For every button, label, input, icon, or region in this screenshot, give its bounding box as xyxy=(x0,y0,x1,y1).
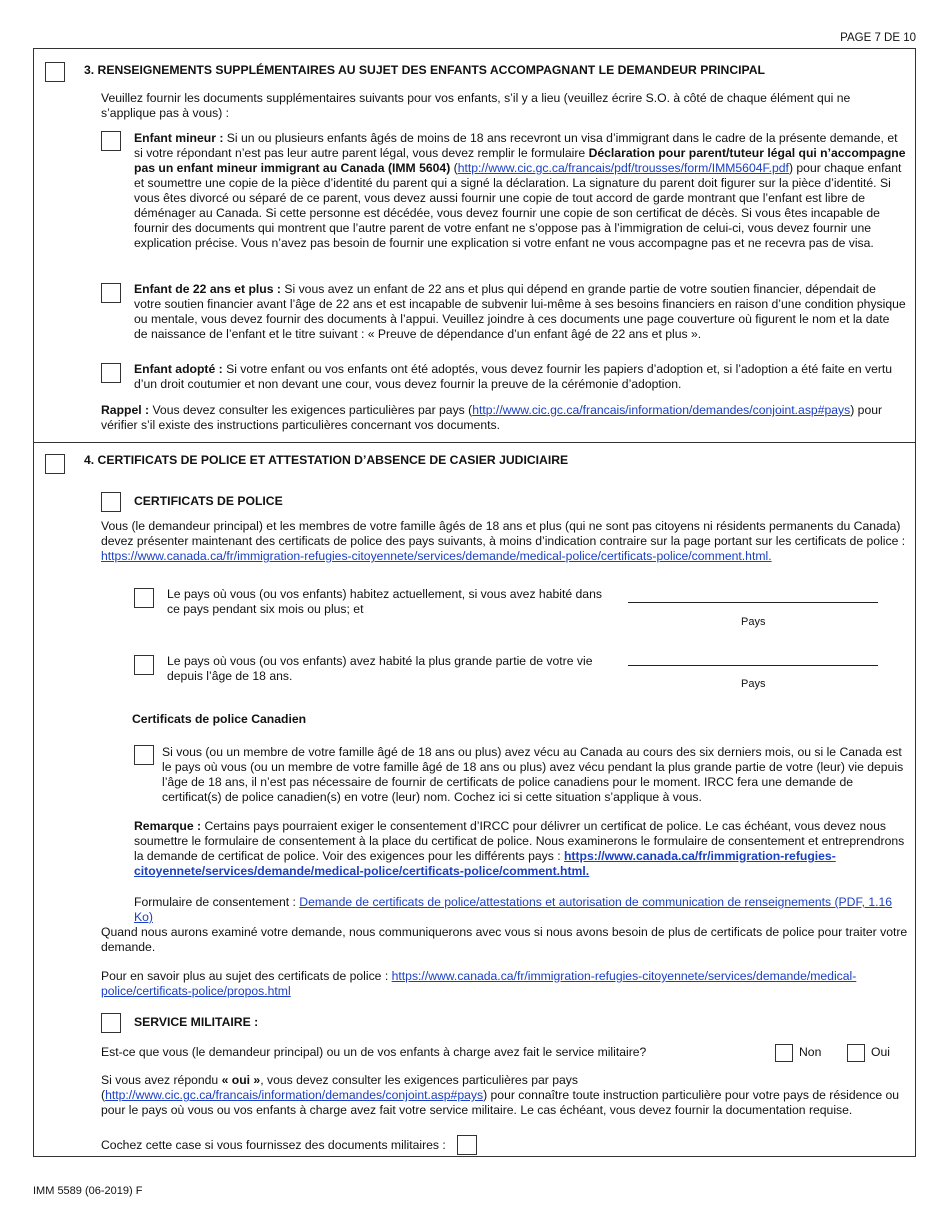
canadian-police-heading: Certificats de police Canadien xyxy=(132,712,307,726)
country-current-text: Le pays où vous (ou vos enfants) habitez actuellement, si vous avez habité dans ce pays pendant six mois ou plus; et xyxy=(167,587,602,616)
adopted-child-body: Si votre enfant ou vos enfants ont été adoptés, vous devez fournir les papiers d’adoption et, si l’adoption a été faite en vertu d’un droit coutumier et non devant une cour, vous devez fournir la preuve de la cérémonie d’adoption. xyxy=(134,362,893,391)
military-question: Est-ce que vous (le demandeur principal) ou un de vos enfants à charge avez fait le service militaire? xyxy=(101,1045,647,1059)
page-number: PAGE 7 DE 10 xyxy=(840,32,916,44)
military-no-label: Non xyxy=(799,1045,822,1059)
military-yes-text-1: , vous devez consulter les exigences particulières par pays ( xyxy=(101,1073,578,1102)
imm5604-link[interactable]: http://www.cic.gc.ca/francais/pdf/trousses/form/IMM5604F.pdf xyxy=(457,161,789,175)
minor-child-checkbox[interactable] xyxy=(101,131,121,151)
consent-form-line xyxy=(134,895,910,925)
reminder-text xyxy=(101,403,909,433)
section3-checkbox[interactable] xyxy=(45,62,65,82)
country-most-checkbox[interactable] xyxy=(134,655,154,675)
imm5604-form-name: Déclaration pour parent/tuteur légal qui n’accompagne pas un enfant mineur immigrant au Canada (IMM 5604) xyxy=(134,146,906,175)
section3-intro: Veuillez fournir les documents supplémentaires suivants pour vos enfants, s’il y a lieu (veuillez écrire S.O. à côté de chaque élément qui ne s’applique pas à vous) : xyxy=(101,91,851,120)
section3-title: 3. RENSEIGNEMENTS SUPPLÉMENTAIRES AU SUJET DES ENFANTS ACCOMPAGNANT LE DEMANDEUR PRINCIPAL xyxy=(84,63,765,77)
police-intro-link[interactable]: https://www.canada.ca/fr/immigration-refugies-citoyennete/services/demande/medical-police/certificats-police/comment.html. xyxy=(101,549,772,563)
minor-child-text xyxy=(134,131,906,251)
adopted-child-checkbox[interactable] xyxy=(101,363,121,383)
over22-child-text xyxy=(134,282,906,342)
remark-text xyxy=(134,819,908,879)
minor-child-text-3: ) pour chaque enfant et soumettre une copie de la pièce d’identité du parent qui a signé la déclaration. La signature du parent doit figurer sur la pièce d’identité. Si vous êtes divorcé ou séparé de ce parent, vous devez aussi fournir une copie de tout accord de garde montrant que l’enfant est libre de déménager au Canada. Si cette personne est décédée, vous devez fournir une copie de son certificat de décès. Si vous êtes incapable de fournir des documents qui montrent que l’autre parent de votre enfant ne s’oppose pas à l’immigration de celui-ci, vous devez fournir une explication précise. Vous n’avez pas besoin de fournir une explication si votre enfant ne vous accompagne pas et ne recevra pas de visa. xyxy=(134,161,902,250)
military-service-checkbox[interactable] xyxy=(101,1013,121,1033)
military-docs-text: Cochez cette case si vous fournissez des documents militaires : xyxy=(101,1138,446,1152)
police-intro xyxy=(101,519,912,564)
section-divider xyxy=(33,442,916,443)
over22-child-checkbox[interactable] xyxy=(101,283,121,303)
reminder-text-2: ) pour vérifier s’il existe des instructions particulières concernant vos documents. xyxy=(101,403,883,432)
canadian-police-text: Si vous (ou un membre de votre famille âgé de 18 ans ou plus) avez vécu au Canada au cours des six derniers mois, ou si le Canada est le pays où vous (ou un membre de votre famille âgé de 18 ans ou plus) avez vécu pendant la plus grande partie de votre (leur) vie depuis l’âge de 18 ans, il n’est pas nécessaire de fournir de certificats de police canadiens pour le moment. IRCC fera une demande de certificat(s) de police canadien(s) en votre (leur) nom. Cochez ici si cette situation s’applique à vous. xyxy=(162,745,904,804)
military-yes-checkbox[interactable] xyxy=(847,1044,865,1062)
canadian-police-checkbox[interactable] xyxy=(134,745,154,765)
country-current-checkbox[interactable] xyxy=(134,588,154,608)
police-intro-text: Vous (le demandeur principal) et les membres de votre famille âgés de 18 ans et plus (qui ne sont pas citoyens ni résidents permanents du Canada) devez présenter maintenant des certificats de police des pays suivants, à moins d’indication contraire sur la page portant sur les certificats de police : xyxy=(101,519,906,548)
country-most-label: Pays xyxy=(741,678,766,690)
form-footer: IMM 5589 (06-2019) F xyxy=(33,1185,143,1197)
country-most-field[interactable] xyxy=(628,665,878,666)
reminder-link[interactable]: http://www.cic.gc.ca/francais/information/demandes/conjoint.asp#pays xyxy=(472,403,851,417)
military-yes-pre: Si vous avez répondu xyxy=(101,1073,222,1087)
over22-child-label: Enfant de 22 ans et plus : xyxy=(134,282,281,296)
country-current-field[interactable] xyxy=(628,602,878,603)
country-current-label: Pays xyxy=(741,616,766,628)
more-info-label: Pour en savoir plus au sujet des certificats de police : xyxy=(101,969,392,983)
adopted-child-text xyxy=(134,362,906,392)
police-certificates-heading: CERTIFICATS DE POLICE xyxy=(134,494,283,508)
minor-child-label: Enfant mineur : xyxy=(134,131,224,145)
section4-checkbox[interactable] xyxy=(45,454,65,474)
consent-form-label: Formulaire de consentement : xyxy=(134,895,300,909)
minor-child-text-1: Si un ou plusieurs enfants âgés de moins de 18 ans recevront un visa d’immigrant dans le cadre de la présente demande, et si votre répondant n’est pas leur autre parent légal, vous devez remplir le formulaire xyxy=(134,131,898,160)
section4-title: 4. CERTIFICATS DE POLICE ET ATTESTATION D’ABSENCE DE CASIER JUDICIAIRE xyxy=(84,453,569,467)
military-yes-bold: « oui » xyxy=(221,1073,261,1087)
more-info-link[interactable]: https://www.canada.ca/fr/immigration-refugies-citoyennete/services/demande/medical-police/certificats-police/propos.html xyxy=(101,969,857,998)
military-service-heading: SERVICE MILITAIRE : xyxy=(134,1015,259,1029)
minor-child-text-2: ( xyxy=(450,161,458,175)
military-yes-text-2: ) pour connaître toute instruction particulière pour votre pays de résidence ou pour le pays où vous ou vos enfants à charge avez fait votre service militaire. Le cas échéant, vous devez fournir la documentation requise. xyxy=(101,1088,900,1117)
military-no-checkbox[interactable] xyxy=(775,1044,793,1062)
consent-form-link[interactable]: Demande de certificats de police/attestations et autorisation de communication de renseignements (PDF, 1.16 Ko) xyxy=(134,895,893,924)
remark-body: Certains pays pourraient exiger le consentement d’IRCC pour délivrer un certificat de police. Le cas échéant, vous devez nous soumettre le formulaire de consentement à la place du certificat de police. Nous examinerons le formulaire de consentement et entreprendrons la demande de certificat de police. Voir des exigences pour les différents pays : xyxy=(134,819,905,863)
military-yes-instructions xyxy=(101,1073,912,1118)
remark-label: Remarque : xyxy=(134,819,202,833)
police-certificates-checkbox[interactable] xyxy=(101,492,121,512)
reminder-text-1: Vous devez consulter les exigences particulières par pays ( xyxy=(149,403,473,417)
military-yes-label: Oui xyxy=(871,1045,890,1059)
country-most-text: Le pays où vous (ou vos enfants) avez habité la plus grande partie de votre vie depuis l’âge de 18 ans. xyxy=(167,654,593,683)
remark-link[interactable]: https://www.canada.ca/fr/immigration-refugies-citoyennete/services/demande/medical-police/certificats-police/comment.html. xyxy=(134,849,836,878)
military-docs-checkbox[interactable] xyxy=(457,1135,477,1155)
more-info-text xyxy=(101,969,909,999)
after-review-text: Quand nous aurons examiné votre demande, nous communiquerons avec vous si nous avons besoin de plus de certificats de police pour traiter votre demande. xyxy=(101,925,908,954)
over22-child-body: Si vous avez un enfant de 22 ans et plus qui dépend en grande partie de votre soutien financier, dépendait de votre soutien financier avant l’âge de 22 ans et est incapable de subvenir lui-même à ses besoins financiers en raison d’une condition physique ou mentale, vous devez fournir des documents à l’appui. Veuillez joindre à ces documents une page couverture où figurent le nom et la date de naissance de l’enfant et le titre suivant : « Preuve de dépendance d’un enfant âgé de 22 ans et plus ». xyxy=(134,282,906,341)
reminder-label: Rappel : xyxy=(101,403,150,417)
military-yes-link[interactable]: http://www.cic.gc.ca/francais/information/demandes/conjoint.asp#pays xyxy=(105,1088,484,1102)
adopted-child-label: Enfant adopté : xyxy=(134,362,223,376)
